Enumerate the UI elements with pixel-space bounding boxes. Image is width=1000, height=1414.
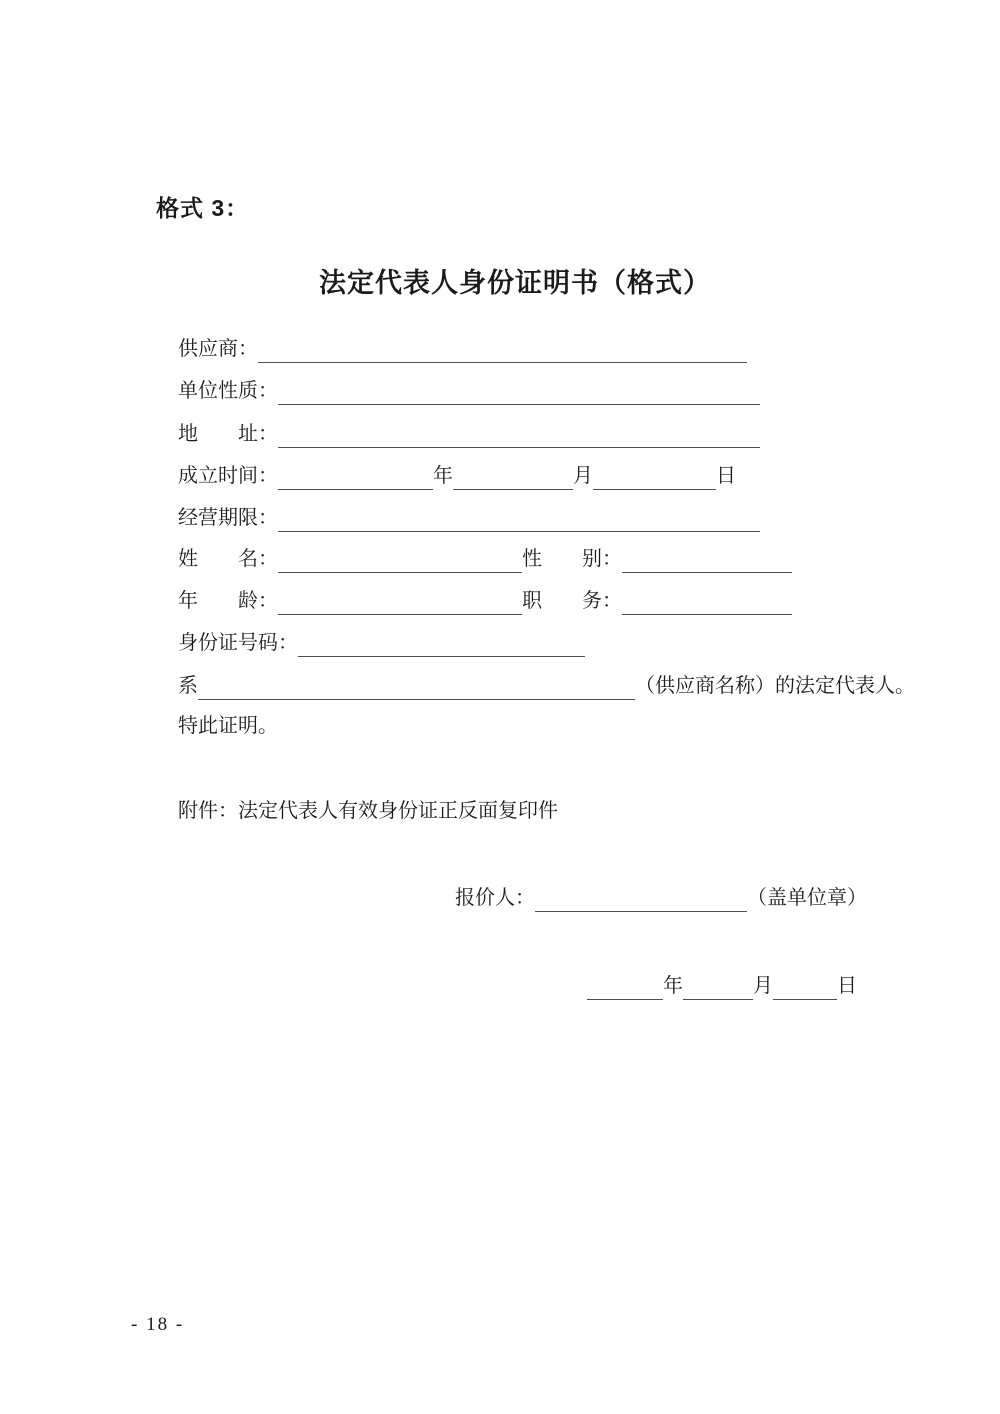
- gender-blank-line: [622, 547, 792, 573]
- established-label: 成立时间：: [178, 465, 278, 487]
- address-label: 地 址：: [178, 423, 278, 445]
- unit-nature-blank-line: [278, 379, 760, 405]
- sign-year-suffix: 年: [663, 975, 683, 997]
- name-label: 姓 名：: [178, 548, 278, 570]
- field-row-term: [178, 505, 760, 532]
- quoter-blank-line: [535, 886, 747, 912]
- term-blank-line: [278, 506, 760, 532]
- signature-date-row: [587, 973, 857, 1000]
- established-day-blank-line: [593, 464, 716, 490]
- footer-page-number: - 18 -: [131, 1314, 185, 1335]
- supplier-label: 供应商：: [178, 338, 258, 360]
- established-year-blank-line: [278, 464, 433, 490]
- sign-day-blank-line: [773, 974, 837, 1000]
- gender-label: 性 别：: [522, 548, 622, 570]
- field-row-unit-nature: [178, 378, 760, 405]
- quoter-signature-row: [455, 885, 867, 912]
- established-month-blank-line: [453, 464, 573, 490]
- attachment-note: [178, 798, 558, 825]
- sign-month-suffix: 月: [753, 975, 773, 997]
- legal-rep-suffix: （供应商名称）的法定代表人。: [635, 675, 915, 697]
- page-title: 法定代表人身份证明书（格式）: [319, 268, 711, 298]
- format-label: 格式 3：: [156, 195, 250, 221]
- position-blank-line: [622, 589, 792, 615]
- address-blank-line: [278, 422, 760, 448]
- sign-year-blank-line: [587, 974, 663, 1000]
- age-blank-line: [278, 589, 522, 615]
- term-label: 经营期限：: [178, 507, 278, 529]
- sign-month-blank-line: [683, 974, 753, 1000]
- field-row-id-number: [178, 630, 585, 657]
- established-month-suffix: 月: [573, 465, 593, 487]
- established-day-suffix: 日: [716, 465, 736, 487]
- field-row-supplier: [178, 336, 747, 363]
- seal-note: （盖单位章）: [747, 887, 867, 909]
- certify-statement: [178, 713, 278, 740]
- quoter-label: 报价人：: [455, 887, 535, 909]
- legal-rep-blank-line: [198, 674, 635, 700]
- sign-day-suffix: 日: [837, 975, 857, 997]
- field-row-established: [178, 463, 736, 490]
- field-row-age-position: [178, 588, 792, 615]
- legal-rep-prefix: 系: [178, 675, 198, 697]
- supplier-blank-line: [258, 337, 747, 363]
- field-row-address: [178, 421, 760, 448]
- age-label: 年 龄：: [178, 590, 278, 612]
- legal-rep-statement: [178, 673, 915, 700]
- id-number-label: 身份证号码：: [178, 632, 298, 654]
- position-label: 职 务：: [522, 590, 622, 612]
- field-row-name-gender: [178, 546, 792, 573]
- certify-text: 特此证明。: [178, 715, 278, 737]
- attachment-text: 附件：法定代表人有效身份证正反面复印件: [178, 800, 558, 822]
- id-number-blank-line: [298, 631, 585, 657]
- established-year-suffix: 年: [433, 465, 453, 487]
- name-blank-line: [278, 547, 522, 573]
- unit-nature-label: 单位性质：: [178, 380, 278, 402]
